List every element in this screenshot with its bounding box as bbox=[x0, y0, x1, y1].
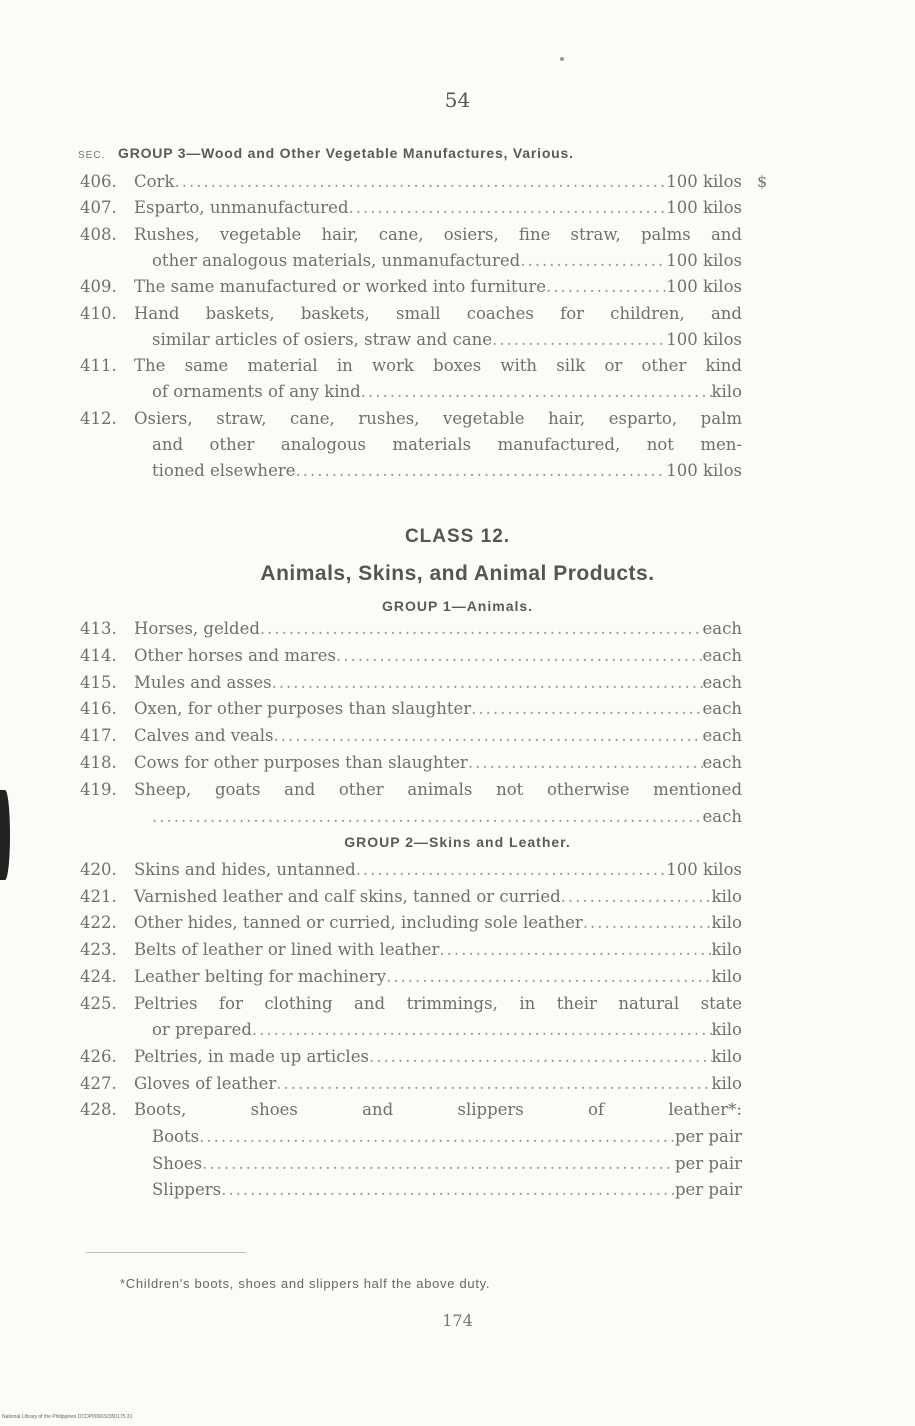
item-text-line bbox=[134, 940, 742, 959]
item-text: Mules and asses bbox=[134, 672, 272, 692]
item-text: Calves and veals bbox=[134, 726, 274, 746]
item-text-line bbox=[134, 913, 742, 932]
item-number: 410. bbox=[80, 303, 117, 323]
item-number: 422. bbox=[80, 913, 117, 933]
group2-header: GROUP 2—Skins and Leather. bbox=[344, 834, 571, 850]
item-text: Slippers bbox=[152, 1180, 222, 1200]
footnote-rule bbox=[86, 1252, 246, 1253]
item-number: 424. bbox=[80, 966, 117, 986]
leader-dots bbox=[471, 699, 702, 718]
item-number: 408. bbox=[80, 224, 117, 244]
item-number: 407. bbox=[80, 198, 117, 218]
item-number: 428. bbox=[80, 1100, 117, 1120]
library-credit: National Library of the Philippines DCDP000032350175 31 bbox=[2, 1414, 133, 1420]
item-text: The same manufactured or worked into furniture bbox=[134, 277, 546, 297]
item-number: 406. bbox=[80, 172, 117, 191]
item-text: Boots, shoes and slippers of leather*: bbox=[134, 1100, 742, 1120]
item-unit: 100 kilos bbox=[666, 172, 742, 191]
item-text-line bbox=[134, 994, 742, 1013]
item-number: 415. bbox=[80, 672, 117, 692]
item-unit: kilo bbox=[711, 940, 742, 960]
leader-dots bbox=[252, 1020, 712, 1039]
item-text-line bbox=[134, 753, 742, 772]
item-text: similar articles of osiers, straw and cane bbox=[152, 329, 493, 349]
item-number: 419. bbox=[80, 779, 117, 799]
item-text: Peltries, in made up articles bbox=[134, 1046, 369, 1066]
item-number: 425. bbox=[80, 993, 117, 1013]
item-text-line bbox=[152, 382, 742, 401]
item-number: 418. bbox=[80, 753, 117, 772]
item-text-line bbox=[134, 860, 742, 879]
item-unit: each bbox=[702, 645, 742, 665]
item-text: Other horses and mares bbox=[134, 645, 336, 665]
item-text-line bbox=[152, 807, 742, 826]
item-text-line bbox=[134, 409, 742, 428]
leader-dots bbox=[295, 461, 666, 480]
item-unit: 100 kilos bbox=[666, 461, 742, 481]
dollar-sign: $ bbox=[757, 172, 768, 191]
item-text-line bbox=[152, 251, 742, 270]
item-text: Rushes, vegetable hair, cane, osiers, fine straw, palms and bbox=[134, 224, 742, 244]
item-text-line bbox=[134, 967, 742, 986]
item-text: Belts of leather or lined with leather bbox=[134, 940, 440, 960]
scan-speck bbox=[560, 57, 564, 61]
leader-dots bbox=[492, 330, 666, 349]
item-text-line bbox=[134, 646, 742, 665]
class-subtitle: Animals, Skins, and Animal Products. bbox=[260, 562, 655, 585]
item-unit: per pair bbox=[674, 1180, 742, 1200]
item-unit: 100 kilos bbox=[666, 250, 742, 270]
item-text: and other analogous materials manufactured, not men- bbox=[152, 435, 742, 454]
bottom-page-number: 174 bbox=[442, 1311, 473, 1330]
item-unit: each bbox=[702, 753, 742, 772]
item-text: Cork bbox=[134, 172, 175, 191]
item-text: Oxen, for other purposes than slaughter bbox=[134, 699, 472, 719]
leader-dots bbox=[272, 673, 703, 692]
item-text-line bbox=[152, 330, 742, 349]
item-text-line bbox=[134, 887, 742, 906]
item-text-line bbox=[134, 1047, 742, 1066]
item-text: Osiers, straw, cane, rushes, vegetable hair, esparto, palm bbox=[134, 408, 742, 428]
sec-label: SEC. bbox=[78, 150, 106, 161]
leader-dots bbox=[583, 913, 712, 932]
item-text: The same material in work boxes with silk or other kind bbox=[134, 356, 742, 376]
item-unit: kilo bbox=[711, 1046, 742, 1066]
page-number: 54 bbox=[444, 88, 471, 112]
item-text: other analogous materials, unmanufactured bbox=[152, 250, 521, 270]
item-text: or prepared bbox=[152, 1020, 252, 1040]
item-unit: each bbox=[702, 806, 742, 826]
item-text-line bbox=[152, 435, 742, 454]
leader-dots bbox=[361, 382, 712, 401]
item-unit: kilo bbox=[711, 1020, 742, 1040]
leader-dots bbox=[260, 619, 703, 638]
item-text: of ornaments of any kind bbox=[152, 382, 361, 402]
item-number: 413. bbox=[80, 619, 117, 638]
item-text-line bbox=[134, 198, 742, 217]
item-text-line bbox=[152, 1020, 742, 1039]
item-text: Other hides, tanned or curried, including sole leather bbox=[134, 913, 583, 933]
item-text: Cows for other purposes than slaughter bbox=[134, 753, 468, 772]
footnote: *Children's boots, shoes and slippers half the above duty. bbox=[120, 1276, 491, 1291]
item-text: Shoes bbox=[152, 1153, 203, 1173]
item-unit: per pair bbox=[674, 1127, 742, 1146]
item-number: 416. bbox=[80, 699, 117, 719]
item-text-line bbox=[134, 225, 742, 244]
item-text-line bbox=[134, 1100, 742, 1119]
item-unit: kilo bbox=[711, 886, 742, 906]
group1-header: GROUP 1—Animals. bbox=[381, 598, 534, 614]
leader-dots bbox=[174, 172, 666, 191]
item-unit: 100 kilos bbox=[666, 860, 742, 879]
item-text-line bbox=[152, 1154, 742, 1173]
item-text: Esparto, unmanufactured bbox=[134, 198, 349, 218]
leader-dots bbox=[202, 1154, 675, 1173]
item-unit: kilo bbox=[711, 1073, 742, 1093]
item-text: Skins and hides, untanned bbox=[134, 860, 356, 879]
leader-dots bbox=[439, 940, 711, 959]
leader-dots bbox=[386, 967, 711, 986]
item-text: Horses, gelded bbox=[134, 619, 260, 638]
item-text-line bbox=[134, 172, 742, 191]
item-text-line bbox=[134, 726, 742, 745]
leader-dots bbox=[152, 807, 703, 826]
item-text: Boots bbox=[152, 1127, 200, 1146]
item-number: 417. bbox=[80, 726, 117, 746]
item-text: Leather belting for machinery bbox=[134, 966, 387, 986]
item-text-line bbox=[152, 461, 742, 480]
item-text-line bbox=[152, 1180, 742, 1199]
leader-dots bbox=[276, 1074, 711, 1093]
item-text-line bbox=[134, 356, 742, 375]
item-number: 420. bbox=[80, 860, 117, 879]
item-text-line bbox=[134, 780, 742, 799]
item-text-line bbox=[134, 304, 742, 323]
item-number: 426. bbox=[80, 1046, 117, 1066]
leader-dots bbox=[349, 198, 667, 217]
item-number: 423. bbox=[80, 940, 117, 960]
item-text: Varnished leather and calf skins, tanned or curried bbox=[134, 886, 561, 906]
item-text-line bbox=[134, 673, 742, 692]
item-number: 414. bbox=[80, 645, 117, 665]
item-unit: 100 kilos bbox=[666, 277, 742, 297]
leader-dots bbox=[468, 753, 703, 772]
item-text-line bbox=[134, 1074, 742, 1093]
item-text-line bbox=[134, 619, 742, 638]
item-number: 412. bbox=[80, 408, 117, 428]
leader-dots bbox=[273, 726, 702, 745]
item-unit: 100 kilos bbox=[666, 329, 742, 349]
leader-dots bbox=[356, 860, 667, 879]
item-unit: kilo bbox=[711, 966, 742, 986]
leader-dots bbox=[520, 251, 666, 270]
item-unit: each bbox=[702, 672, 742, 692]
class-title: CLASS 12. bbox=[404, 526, 511, 547]
item-unit: 100 kilos bbox=[666, 198, 742, 218]
leader-dots bbox=[546, 277, 666, 296]
item-unit: each bbox=[702, 726, 742, 746]
item-number: 411. bbox=[80, 356, 117, 376]
item-text-line bbox=[134, 699, 742, 718]
item-unit: each bbox=[702, 699, 742, 719]
group3-header: GROUP 3—Wood and Other Vegetable Manufactures, Various. bbox=[118, 145, 574, 161]
leader-dots bbox=[221, 1180, 675, 1199]
item-number: 421. bbox=[80, 886, 117, 906]
item-text-line bbox=[152, 1127, 742, 1146]
leader-dots bbox=[336, 646, 703, 665]
item-unit: each bbox=[702, 619, 742, 638]
item-text: Gloves of leather bbox=[134, 1073, 277, 1093]
item-unit: kilo bbox=[711, 913, 742, 933]
item-number: 409. bbox=[80, 277, 117, 297]
leader-dots bbox=[199, 1127, 675, 1146]
item-text-line bbox=[134, 277, 742, 296]
item-unit: kilo bbox=[711, 382, 742, 402]
item-text: tioned elsewhere bbox=[152, 461, 296, 481]
item-text: Peltries for clothing and trimmings, in their natural state bbox=[134, 993, 742, 1013]
item-text: Hand baskets, baskets, small coaches for children, and bbox=[134, 303, 742, 323]
item-text: Sheep, goats and other animals not otherwise mentioned bbox=[134, 779, 742, 799]
item-unit: per pair bbox=[674, 1153, 742, 1173]
leader-dots bbox=[561, 887, 712, 906]
leader-dots bbox=[369, 1047, 712, 1066]
item-number: 427. bbox=[80, 1073, 117, 1093]
